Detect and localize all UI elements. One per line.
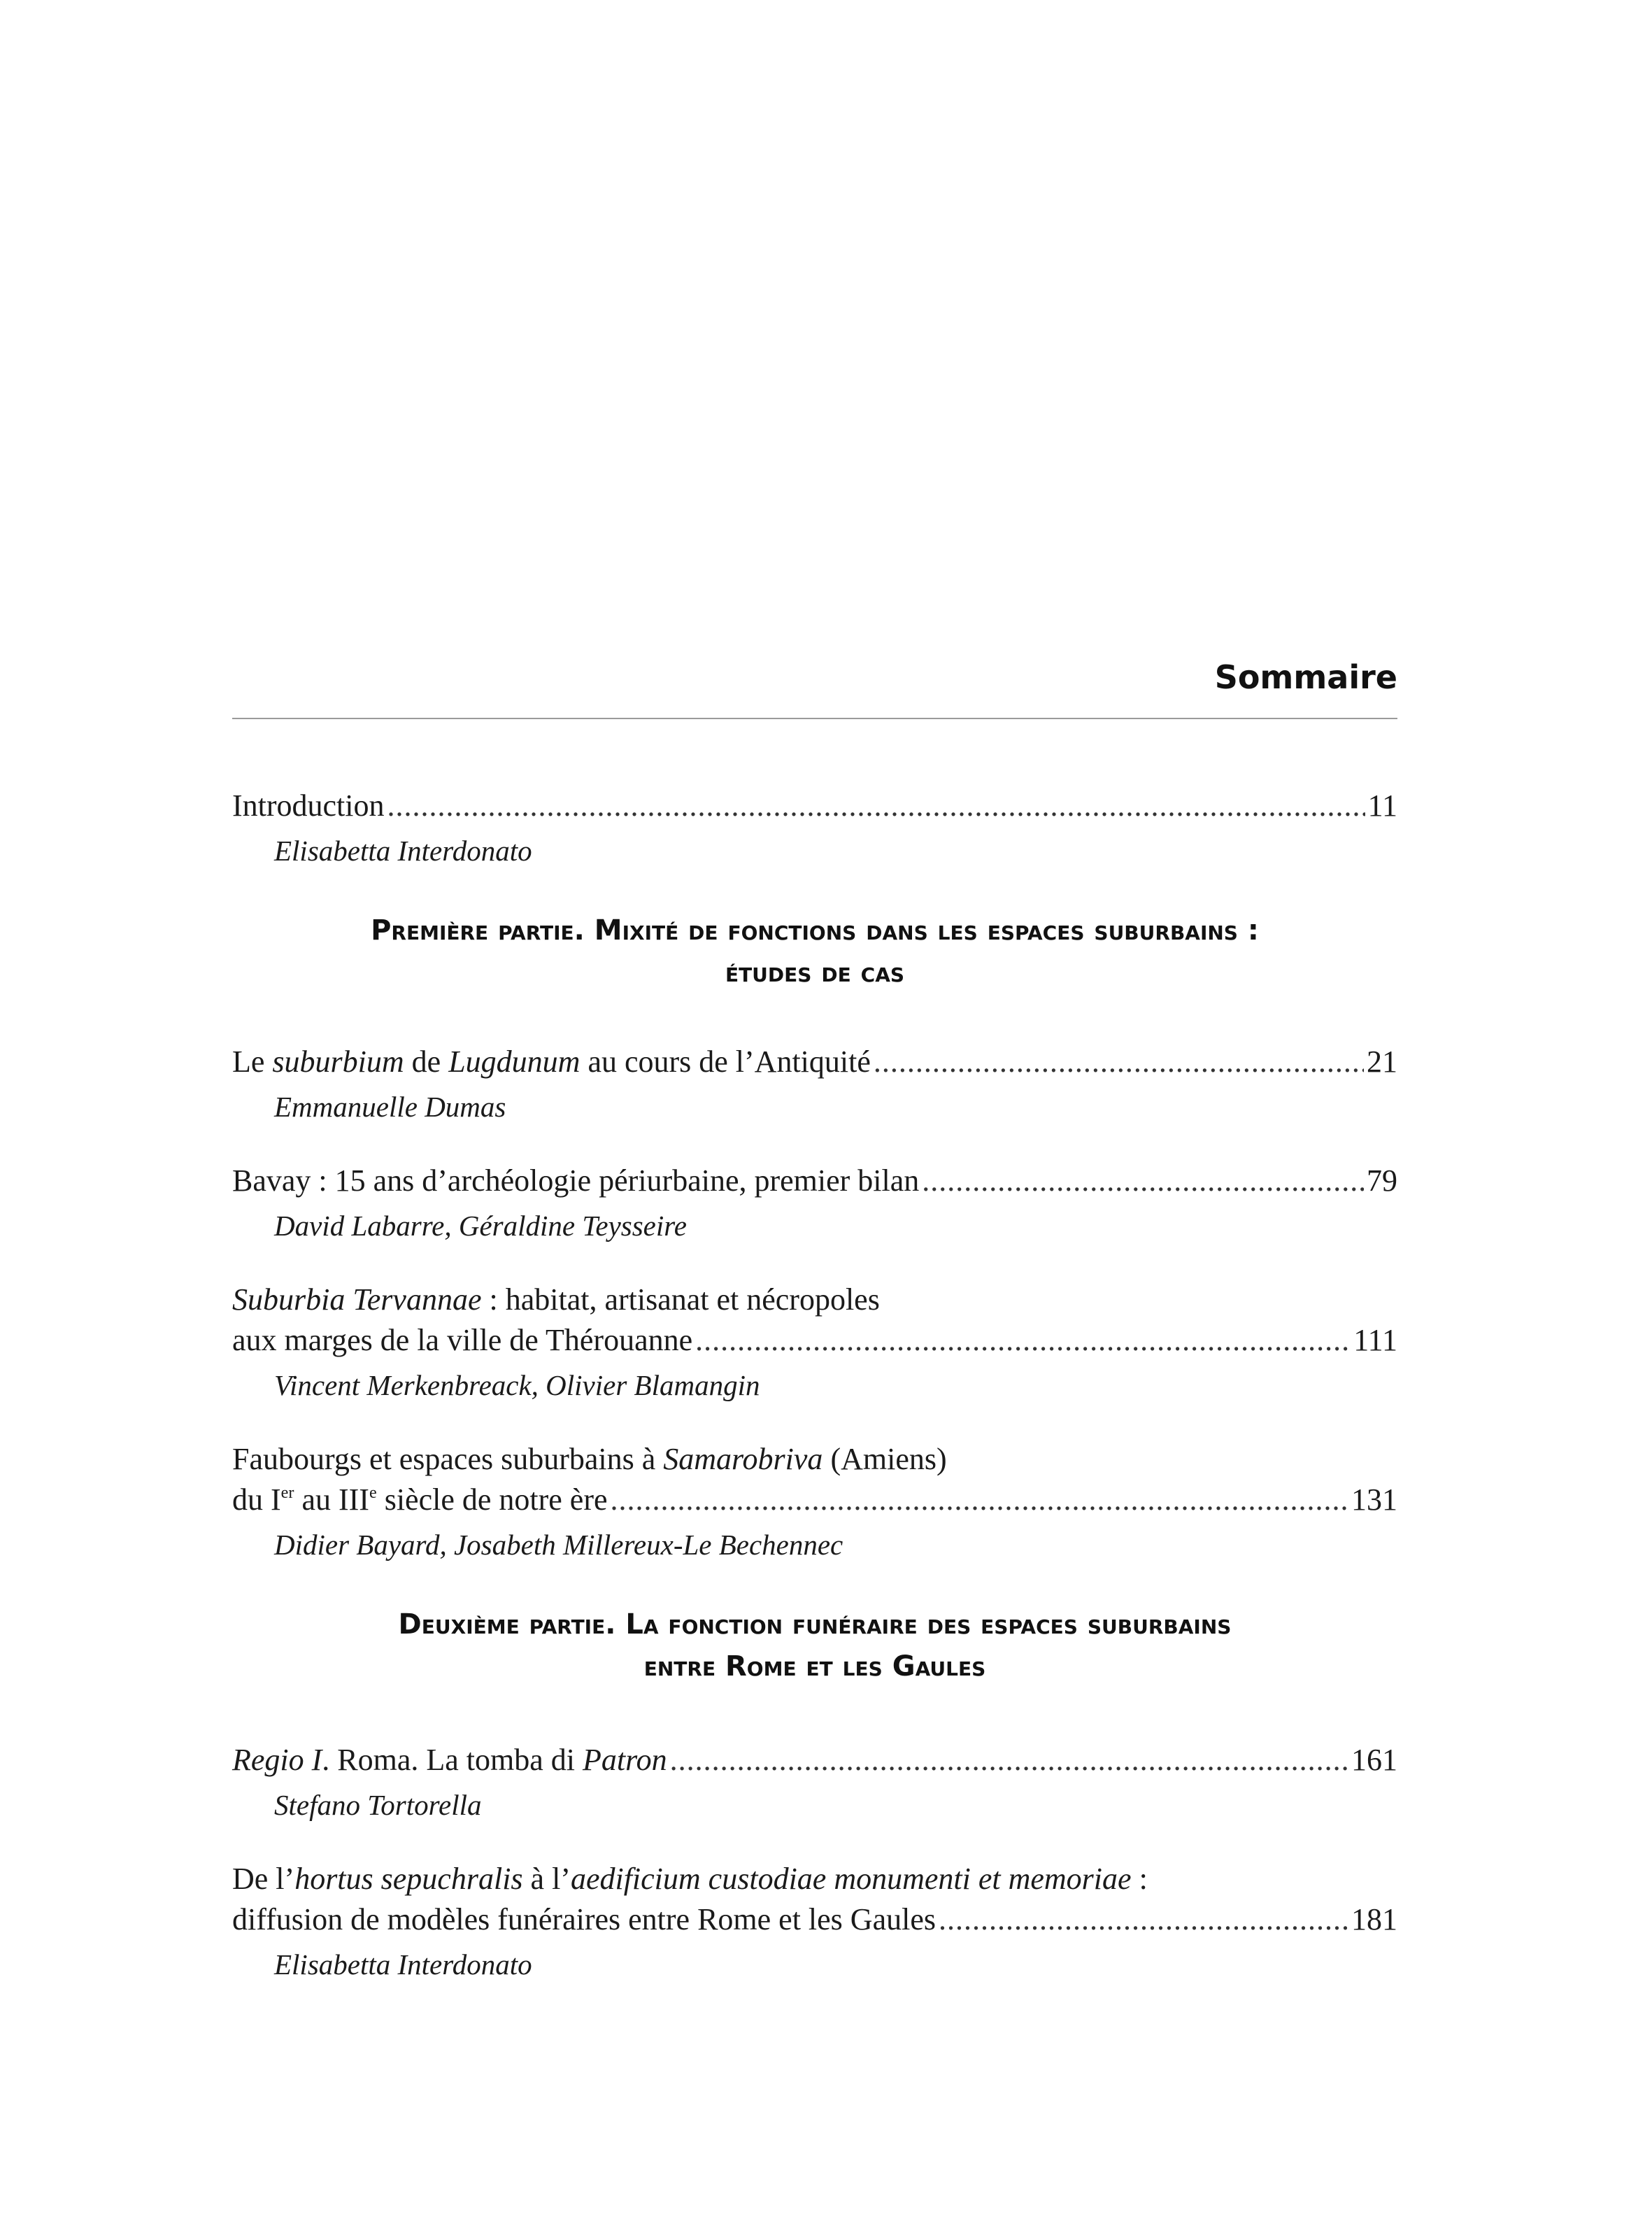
toc-entry-title[interactable]: Regio I. Roma. La tomba di Patron ..... 161	[232, 1741, 1397, 1780]
dot-leader	[695, 1321, 1351, 1360]
toc-entry-author: Elisabetta Interdonato	[274, 835, 532, 867]
part-heading-line: études de cas	[725, 956, 905, 989]
page-title: Sommaire	[1214, 658, 1397, 696]
title-rule	[232, 718, 1397, 719]
dot-leader	[939, 1900, 1348, 1939]
toc-entry-author: Emmanuelle Dumas	[274, 1091, 506, 1123]
page-number: 111	[1353, 1323, 1397, 1357]
page-number: 161	[1351, 1743, 1397, 1777]
toc-entry-title-line[interactable]: Faubourgs et espaces suburbains à Samarobriva (Amiens)	[232, 1442, 947, 1476]
toc-entry-author: David Labarre, Géraldine Teysseire	[274, 1210, 687, 1242]
toc-entry-title[interactable]: diffusion de modèles funéraires entre Rome et les Gaules ..... 181	[232, 1900, 1397, 1939]
toc-entry-title[interactable]: Bavay : 15 ans d’archéologie périurbaine, premier bilan ..... 79	[232, 1161, 1397, 1201]
toc-entry-author: Vincent Merkenbreack, Olivier Blamangin	[274, 1369, 760, 1401]
page-number: 11	[1367, 788, 1397, 823]
toc-entry-title-line[interactable]: Suburbia Tervannae : habitat, artisanat et nécropoles	[232, 1282, 880, 1317]
page-number: 21	[1367, 1044, 1397, 1079]
toc-entry-author: Didier Bayard, Josabeth Millereux-Le Bechennec	[274, 1529, 843, 1561]
part-heading-line: Première partie. Mixité de fonctions dans les espaces suburbains :	[371, 914, 1259, 947]
toc-entry-title[interactable]: du Ier au IIIe siècle de notre ère ..... 131	[232, 1480, 1397, 1520]
part-heading-line: entre Rome et les Gaules	[643, 1650, 986, 1683]
toc-entry-title[interactable]: aux marges de la ville de Thérouanne ..... 111	[232, 1321, 1397, 1360]
toc-page	[232, 0, 1397, 2231]
page-number: 131	[1351, 1482, 1397, 1517]
toc-entry-author: Stefano Tortorella	[274, 1789, 482, 1821]
part-heading	[232, 909, 1397, 993]
part-heading-line: Deuxième partie. La fonction funéraire des espaces suburbains	[398, 1608, 1232, 1641]
toc-entry-author: Elisabetta Interdonato	[274, 1948, 532, 1981]
toc-entry-title[interactable]: Le suburbium de Lugdunum au cours de l’Antiquité ..... 21	[232, 1042, 1397, 1082]
dot-leader	[611, 1480, 1348, 1520]
toc-entry-title-line[interactable]: De l’hortus sepuchralis à l’aedificium custodiae monumenti et memoriae :	[232, 1862, 1148, 1896]
toc-entry-title[interactable]: Introduction ..... 11	[232, 786, 1397, 826]
page-number: 79	[1367, 1163, 1397, 1198]
dot-leader	[874, 1042, 1364, 1082]
page-number: 181	[1351, 1902, 1397, 1936]
part-heading	[232, 1603, 1397, 1687]
dot-leader	[922, 1161, 1364, 1201]
dot-leader	[670, 1741, 1348, 1780]
dot-leader	[387, 786, 1365, 826]
